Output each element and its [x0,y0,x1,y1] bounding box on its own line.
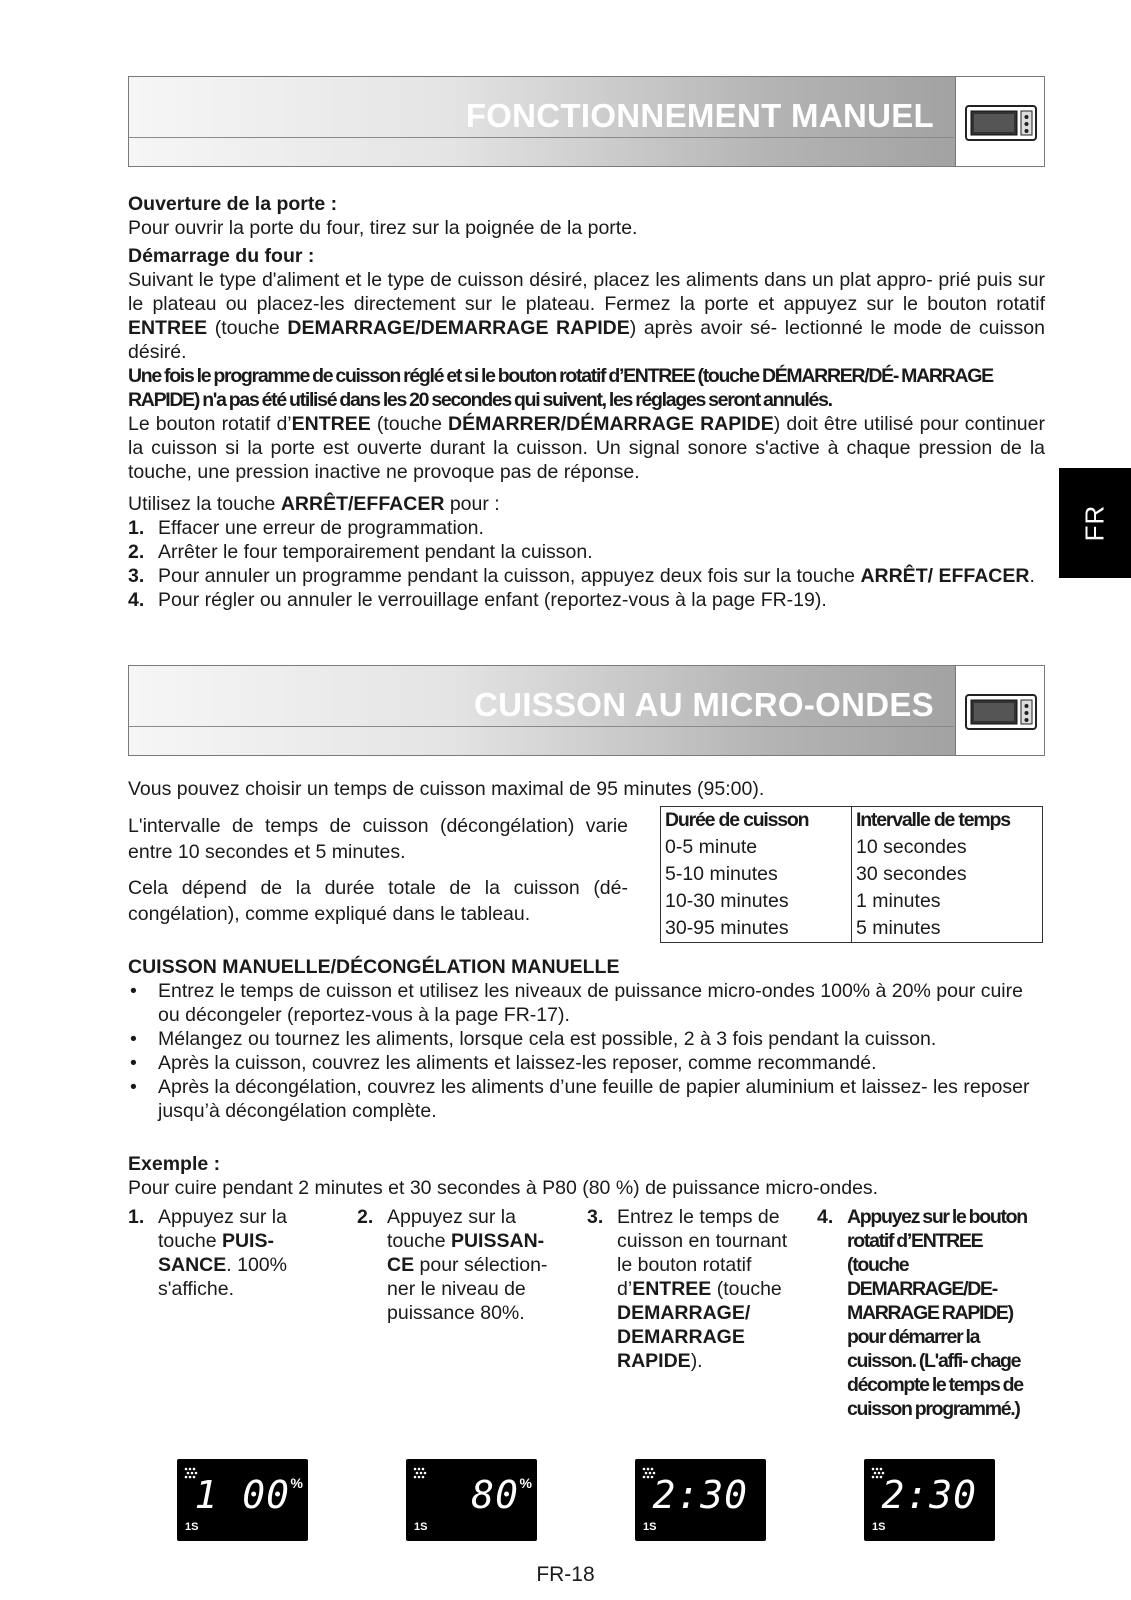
text-run: ) doit être utilisé pour continuer la cuisson si la porte est ouverte durant la cuisson. Un signal sonore s'active à chaque pression de la touche, une pression inactive ne provoque pas de réponse. [128,413,1045,483]
lcd-display [406,1459,537,1541]
example-step-4 [817,1205,1043,1421]
step-text: Appuyez sur le bouton rotatif d’ENTREE (touche DEMARRAGE/DE- MARRAGE RAPIDE) pour démarrer la cuisson. (L'affi- chage décompte le temps de cuisson programmé.) [847,1206,1027,1420]
text-run-bold: ENTREE [291,413,371,435]
door-heading: Ouverture de la porte : [128,193,338,215]
step-number: 4. [817,1206,834,1228]
page-number: FR-18 [536,1563,595,1586]
step-text [158,1205,318,1301]
table-row [661,861,1043,888]
microwave-icon [955,76,1045,167]
text-run: (touche [711,1278,782,1300]
display-unit: % [519,1475,532,1491]
display-unit: % [290,1475,303,1491]
list-item: • Après la décongélation, couvrez les aliments d’une feuille de papier aluminium et laissez- les reposer jusqu’à décongélation complète. [128,1075,1045,1123]
text-run: Appuyez sur la touche [158,1206,287,1252]
example-heading: Exemple : [128,1153,221,1175]
banner-rule [129,137,954,138]
table-cell: 10-30 minutes [661,888,852,915]
cooking-interval-table [660,806,1043,943]
section-banner-microwave [128,665,1045,756]
step-text [617,1205,807,1373]
text-run: Entrez le temps de cuisson en tournant le bouton rotatif d’ [617,1206,788,1300]
section-title: FONCTIONNEMENT MANUEL [465,97,934,134]
section-banner-manual [128,76,1045,167]
text-run: pour sélection- ner le niveau de puissance 80%. [387,1254,548,1324]
step-number: 3. [587,1206,604,1228]
manual-operation-content [128,192,1045,612]
list-item: • Mélangez ou tournez les aliments, lorsque cela est possible, 2 à 3 fois pendant la cuisson. [128,1027,1045,1051]
table-cell: 5 minutes [856,917,941,939]
manual-cooking-section [128,955,1045,1123]
language-tab [1059,468,1131,578]
text-run-bold: DEMARRAGE/DEMARRAGE RAPIDE [287,317,630,339]
item-text-bold: ARRÊT/ EFFACER [860,565,1030,587]
resume-paragraph [128,412,1045,484]
lcd-display [177,1459,308,1541]
text-run-bold: ARRÊT/EFFACER [280,493,445,515]
list-item [128,588,1045,612]
microwave-icon [955,665,1045,756]
list-item: • Après la cuisson, couvrez les aliments et laissez-les reposer, comme recommandé. [128,1051,1045,1075]
interval-explanation [128,813,628,927]
interval-paragraph: L'intervalle de temps de cuisson (décongélation) varie entre 10 secondes et 5 minutes. [128,815,628,863]
lcd-display [864,1459,995,1541]
section-title: CUISSON AU MICRO-ONDES [473,686,934,723]
table-header-row [661,807,1043,835]
text-run-bold: DEMARRAGE/ DEMARRAGE RAPIDE [617,1302,751,1372]
table-cell: 10 secondes [856,836,967,858]
step-text [387,1205,562,1325]
example-step-3 [587,1205,807,1373]
text-run: ) après avoir sé- lectionné le mode de cuisson désiré. [128,317,1045,363]
depends-paragraph: Cela dépend de la durée totale de la cuisson (dé- congélation), comme expliqué dans le tableau. [128,877,628,925]
text-run: (touche [370,413,449,435]
item-text: . [1029,565,1035,587]
item-text: Pour régler ou annuler le verrouillage enfant (reportez-vous à la page FR-19). [158,589,827,611]
stop-list [128,516,1045,612]
display-value: 2:30 [652,1473,748,1517]
text-run: Le bouton rotatif d’ [128,413,292,435]
max-time-paragraph: Vous pouvez choisir un temps de cuisson maximal de 95 minutes (95:00). [128,778,765,800]
lcd-display [635,1459,766,1541]
list-item [128,564,1045,588]
item-text: Arrêter le four temporairement pendant la cuisson. [158,541,593,563]
text-run-bold: ENTREE [128,317,208,339]
max-time-text [128,777,1045,801]
start-warning: Une fois le programme de cuisson réglé et si le bouton rotatif d’ENTREE (touche DÉMARRER/DÉ- MARRAGE RAPIDE) n'a pas été utilisé dans les 20 secondes qui suivent, les réglages seront annulés. [128,365,993,411]
display-mode: 1S [414,1521,428,1533]
stop-intro [128,492,1045,516]
item-number: 1. [128,517,145,539]
example-section [128,1152,1045,1200]
display-mode: 1S [643,1521,657,1533]
start-heading: Démarrage du four : [128,245,315,267]
text-run-bold: PUISSAN- CE [387,1230,545,1276]
step-number: 2. [357,1206,374,1228]
list-item: • Entrez le temps de cuisson et utilisez les niveaux de puissance micro-ondes 100% à 20% pour cuire ou décongeler (reportez-vous à la page FR-17). [128,979,1045,1027]
display-value: 80 [471,1473,519,1517]
display-value: 1 00 [194,1473,290,1517]
table-row [661,915,1043,943]
table-cell: 1 minutes [856,890,941,912]
list-item [128,540,1045,564]
text-run: ). [690,1350,703,1372]
display-mode: 1S [872,1521,886,1533]
text-run-bold: PUIS- SANCE [158,1230,274,1276]
table-row [661,888,1043,915]
manual-bullet-list [128,979,1045,1123]
item-number: 4. [128,589,145,611]
item-text: Effacer une erreur de programmation. [158,517,484,539]
item-number: 2. [128,541,145,563]
item-text: Pour annuler un programme pendant la cuisson, appuyez deux fois sur la touche [158,565,861,587]
item-number: 3. [128,565,145,587]
display-mode: 1S [185,1521,199,1533]
text-run: Utilisez la touche [128,493,281,515]
table-header: Durée de cuisson [661,807,852,835]
table-row [661,834,1043,861]
door-text: Pour ouvrir la porte du four, tirez sur la poignée de la porte. [128,217,638,239]
start-paragraph [128,268,1045,364]
example-text: Pour cuire pendant 2 minutes et 30 secondes à P80 (80 %) de puissance micro-ondes. [128,1177,879,1199]
example-step-2 [357,1205,562,1325]
banner-rule [129,726,954,727]
text-run: Appuyez sur la touche [387,1206,516,1252]
manual-heading: CUISSON MANUELLE/DÉCONGÉLATION MANUELLE [128,956,620,978]
text-run: (touche [207,317,288,339]
text-run: Suivant le type d'aliment et le type de cuisson désiré, placez les aliments dans un plat appro- prié puis sur le plateau ou placez-les directement sur le plateau. Fermez la porte et appuyez sur le bouton rotatif [128,269,1045,315]
example-step-1 [128,1205,318,1301]
table-cell: 5-10 minutes [661,861,852,888]
text-run-bold: ENTREE [632,1278,712,1300]
table-header: Intervalle de temps [856,809,1010,831]
text-run: . 100% s'affiche. [158,1254,287,1300]
table-cell: 0-5 minute [661,834,852,861]
table-cell: 30 secondes [856,863,967,885]
table-cell: 30-95 minutes [661,915,852,943]
language-label: FR [1079,504,1110,542]
text-run-bold: DÉMARRER/DÉMARRAGE RAPIDE [448,413,774,435]
text-run: pour : [444,493,500,515]
list-item [128,516,1045,540]
step-number: 1. [128,1206,145,1228]
display-value: 2:30 [881,1473,977,1517]
